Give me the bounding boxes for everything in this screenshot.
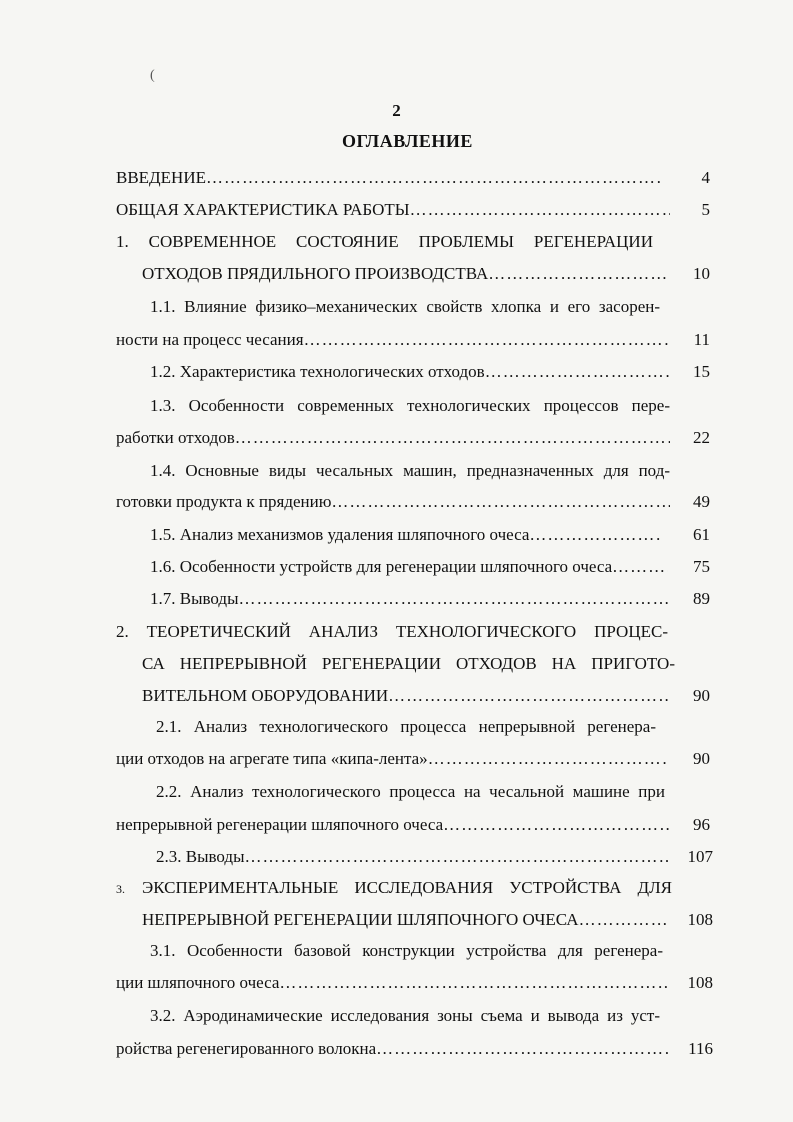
toc-entry-page: 90: [693, 749, 710, 768]
toc-entry-text: готовки продукта к прядению: [116, 492, 332, 511]
toc-section-3-2: [116, 1038, 670, 1060]
toc-entry-page: 116: [688, 1039, 713, 1058]
toc-entry-text: работки отходов: [116, 428, 235, 447]
toc-entry-text: 1.2. Характеристика технологических отходов: [150, 362, 485, 381]
toc-entry-page: 108: [687, 910, 713, 929]
toc-chapter-3-number: [116, 877, 125, 900]
toc-entry-page: 10: [693, 264, 710, 283]
toc-section-1-7: [150, 588, 670, 610]
toc-entry-text: 1.7. Выводы: [150, 589, 239, 608]
toc-entry-text: ройства регенегированного волокна: [116, 1039, 377, 1058]
page-number: 2: [392, 101, 401, 120]
toc-chapter-1-line1: 1. СОВРЕМЕННОЕ СОСТОЯНИЕ ПРОБЛЕМЫ РЕГЕНЕРАЦИИ: [116, 232, 653, 251]
toc-entry-text: ОБЩАЯ ХАРАКТЕРИСТИКА РАБОТЫ: [116, 200, 410, 219]
toc-entry-number: 3.: [116, 882, 125, 896]
toc-section-3-1-line1: 3.1. Особенности базовой конструкции устройства для регенера-: [150, 941, 663, 960]
toc-entry-text: 1.6. Особенности устройств для регенерации шляпочного очеса: [150, 557, 613, 576]
toc-entry-text: ности на процесс чесания: [116, 330, 304, 349]
toc-entry-page: 11: [693, 330, 710, 349]
toc-entry-text: ВВЕДЕНИЕ: [116, 168, 206, 187]
toc-entry-page: 22: [693, 428, 710, 447]
toc-entry-text: ции шляпочного очеса: [116, 973, 280, 992]
toc-section-1-5: [150, 524, 662, 546]
toc-section-1-6: [150, 556, 668, 578]
toc-entry-text: 1.5. Анализ механизмов удаления шляпочного очеса: [150, 525, 530, 544]
toc-chapter-2-line1: 2. ТЕОРЕТИЧЕСКИЙ АНАЛИЗ ТЕХНОЛОГИЧЕСКОГО ПРОЦЕС-: [116, 622, 668, 641]
toc-entry-introduction: [116, 167, 663, 189]
toc-entry-text: ВИТЕЛЬНОМ ОБОРУДОВАНИИ: [142, 686, 389, 705]
toc-section-1-1: [116, 329, 670, 351]
toc-entry-general: [116, 199, 670, 221]
toc-entry-page: 96: [693, 815, 710, 834]
toc-entry-page: 90: [693, 686, 710, 705]
toc-section-1-1-line1: 1.1. Влияние физико–механических свойств хлопка и его засорен-: [150, 297, 660, 316]
toc-section-2-1: [116, 748, 668, 770]
toc-section-3-1: [116, 972, 670, 994]
toc-chapter-3-line1: ЭКСПЕРИМЕНТАЛЬНЫЕ ИССЛЕДОВАНИЯ УСТРОЙСТВА ДЛЯ: [142, 878, 672, 897]
toc-entry-page: 5: [701, 200, 710, 219]
toc-entry-page: 89: [693, 589, 710, 608]
toc-entry-page: 107: [687, 847, 713, 866]
toc-entry-page: 61: [693, 525, 710, 544]
toc-section-2-2: [116, 814, 670, 836]
toc-section-1-3: [116, 427, 670, 449]
toc-chapter-2: [142, 685, 670, 707]
toc-section-2-2-line1: 2.2. Анализ технологического процесса на чесальной машине при: [156, 782, 665, 801]
toc-section-2-1-line1: 2.1. Анализ технологического процесса непрерывной регенера-: [156, 717, 656, 736]
toc-chapter-3: [142, 909, 670, 931]
toc-chapter-2-line2: СА НЕПРЕРЫВНОЙ РЕГЕНЕРАЦИИ ОТХОДОВ НА ПРИГОТО-: [142, 654, 675, 673]
toc-entry-text: ОТХОДОВ ПРЯДИЛЬНОГО ПРОИЗВОДСТВА: [142, 264, 489, 283]
toc-entry-text: 2.3. Выводы: [156, 847, 245, 866]
toc-section-1-4: [116, 491, 670, 513]
toc-section-2-3: [156, 846, 670, 868]
toc-entry-text: НЕПРЕРЫВНОЙ РЕГЕНЕРАЦИИ ШЛЯПОЧНОГО ОЧЕСА: [142, 910, 579, 929]
margin-mark: (: [150, 68, 155, 83]
toc-section-3-2-line1: 3.2. Аэродинамические исследования зоны съема и вывода из уст-: [150, 1006, 660, 1025]
toc-section-1-4-line1: 1.4. Основные виды чесальных машин, предназначенных для под-: [150, 461, 670, 480]
toc-entry-text: ции отходов на агрегате типа «кипа-лента»: [116, 749, 428, 768]
toc-entry-page: 15: [693, 362, 710, 381]
toc-chapter-1: [142, 263, 670, 285]
toc-entry-page: 75: [693, 557, 710, 576]
toc-entry-page: 4: [701, 168, 710, 187]
toc-entry-text: непрерывной регенерации шляпочного очеса: [116, 815, 444, 834]
toc-entry-page: 49: [693, 492, 710, 511]
page-title: ОГЛАВЛЕНИЕ: [342, 131, 473, 151]
toc-section-1-3-line1: 1.3. Особенности современных технологических процессов пере-: [150, 396, 670, 415]
toc-section-1-2: [150, 361, 670, 383]
toc-entry-page: 108: [687, 973, 713, 992]
